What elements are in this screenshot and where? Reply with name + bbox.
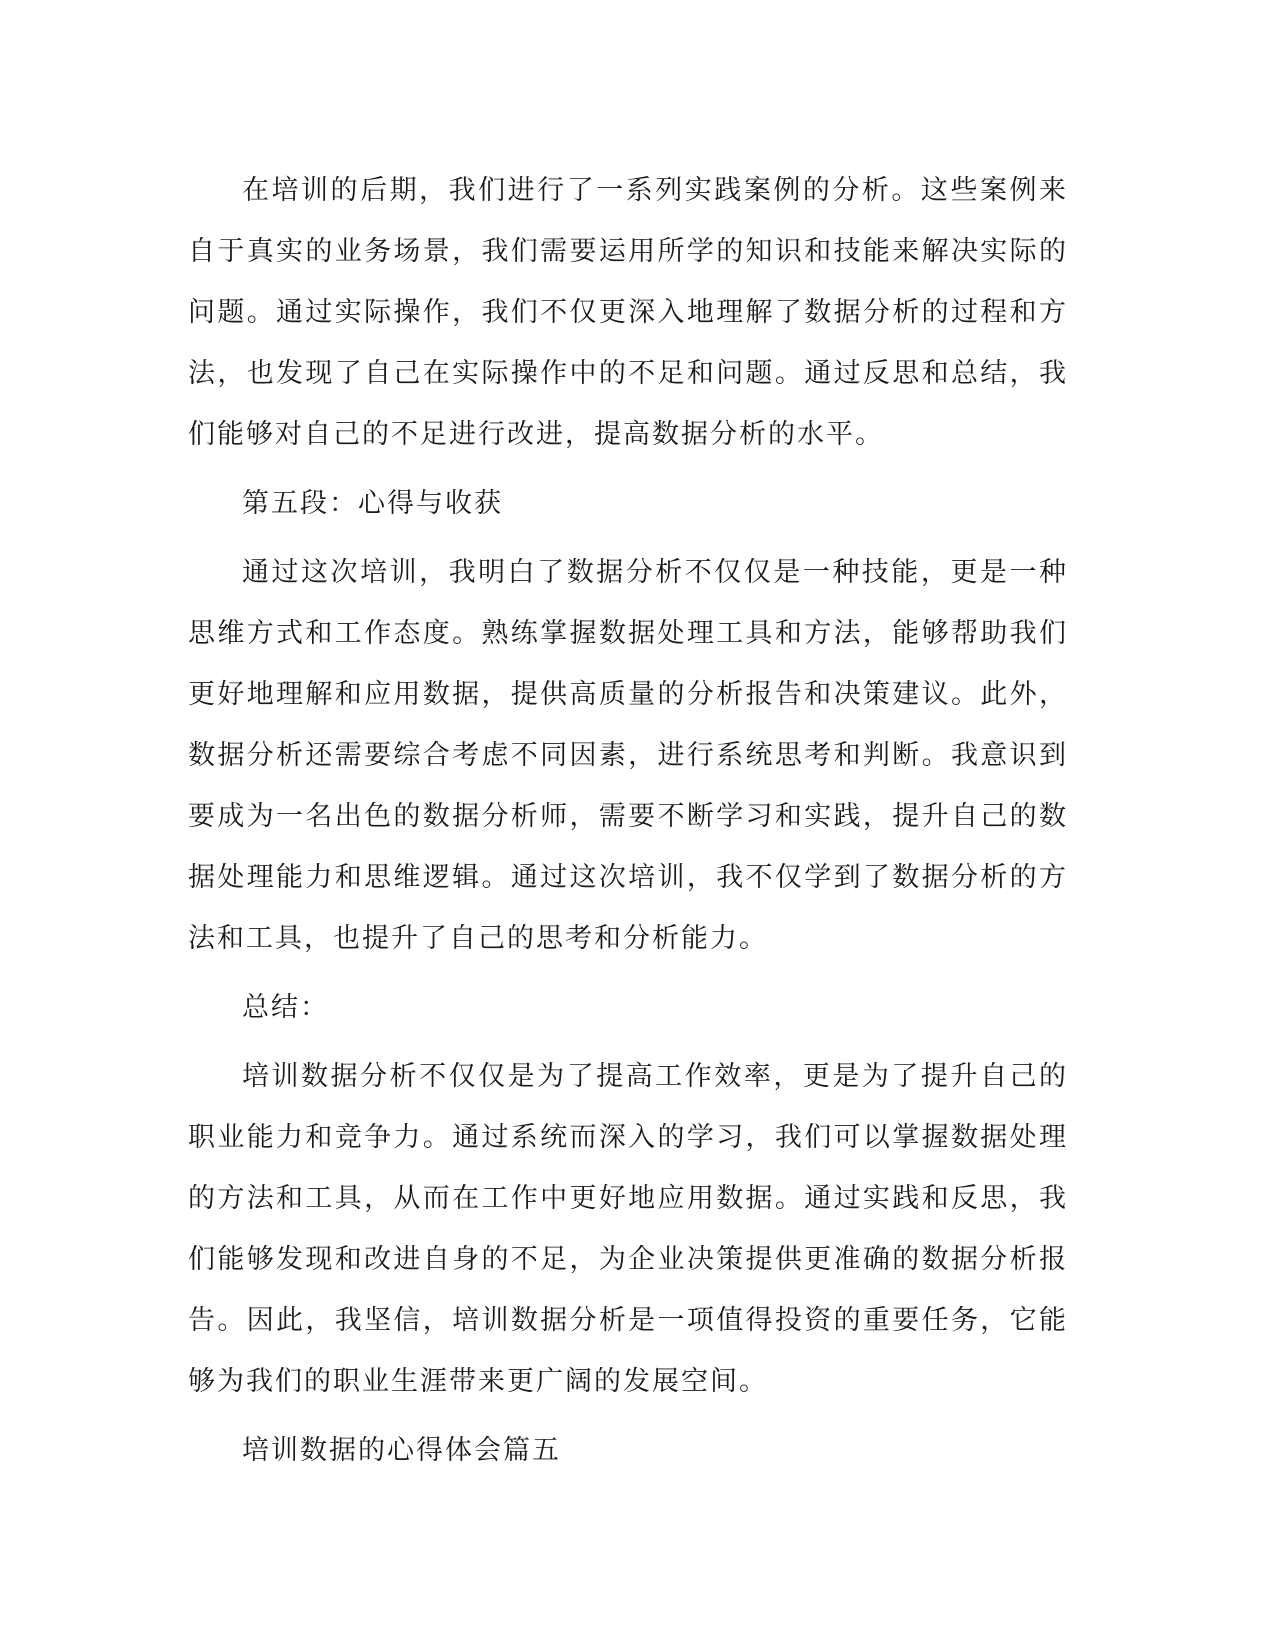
section-heading-5: 第五段：心得与收获 [242,488,503,519]
document-body [188,160,1068,1489]
summary-heading: 总结： [242,992,329,1023]
paragraph-insights: 通过这次培训，我明白了数据分析不仅仅是一种技能，更是一种思维方式和工作态度。熟练掌握数据处理工具和方法，能够帮助我们更好地理解和应用数据，提供高质量的分析报告和决策建议。此外，数据分析还需要综合考虑不同因素，进行系统思考和判断。我意识到要成为一名出色的数据分析师，需要不断学习和实践，提升自己的数据处理能力和思维逻辑。通过这次培训，我不仅学到了数据分析的方法和工具，也提升了自己的思考和分析能力。 [188,557,1068,954]
paragraph-summary: 培训数据分析不仅仅是为了提高工作效率，更是为了提升自己的职业能力和竞争力。通过系统而深入的学习，我们可以掌握数据处理的方法和工具，从而在工作中更好地应用数据。通过实践和反思，我们能够发现和改进自身的不足，为企业决策提供更准确的数据分析报告。因此，我坚信，培训数据分析是一项值得投资的重要任务，它能够为我们的职业生涯带来更广阔的发展空间。 [188,1061,1068,1397]
article-title-part5: 培训数据的心得体会篇五 [242,1435,561,1466]
paragraph-practice-cases: 在培训的后期，我们进行了一系列实践案例的分析。这些案例来自于真实的业务场景，我们需要运用所学的知识和技能来解决实际的问题。通过实际操作，我们不仅更深入地理解了数据分析的过程和方法，也发现了自己在实际操作中的不足和问题。通过反思和总结，我们能够对自己的不足进行改进，提高数据分析的水平。 [188,175,1068,450]
